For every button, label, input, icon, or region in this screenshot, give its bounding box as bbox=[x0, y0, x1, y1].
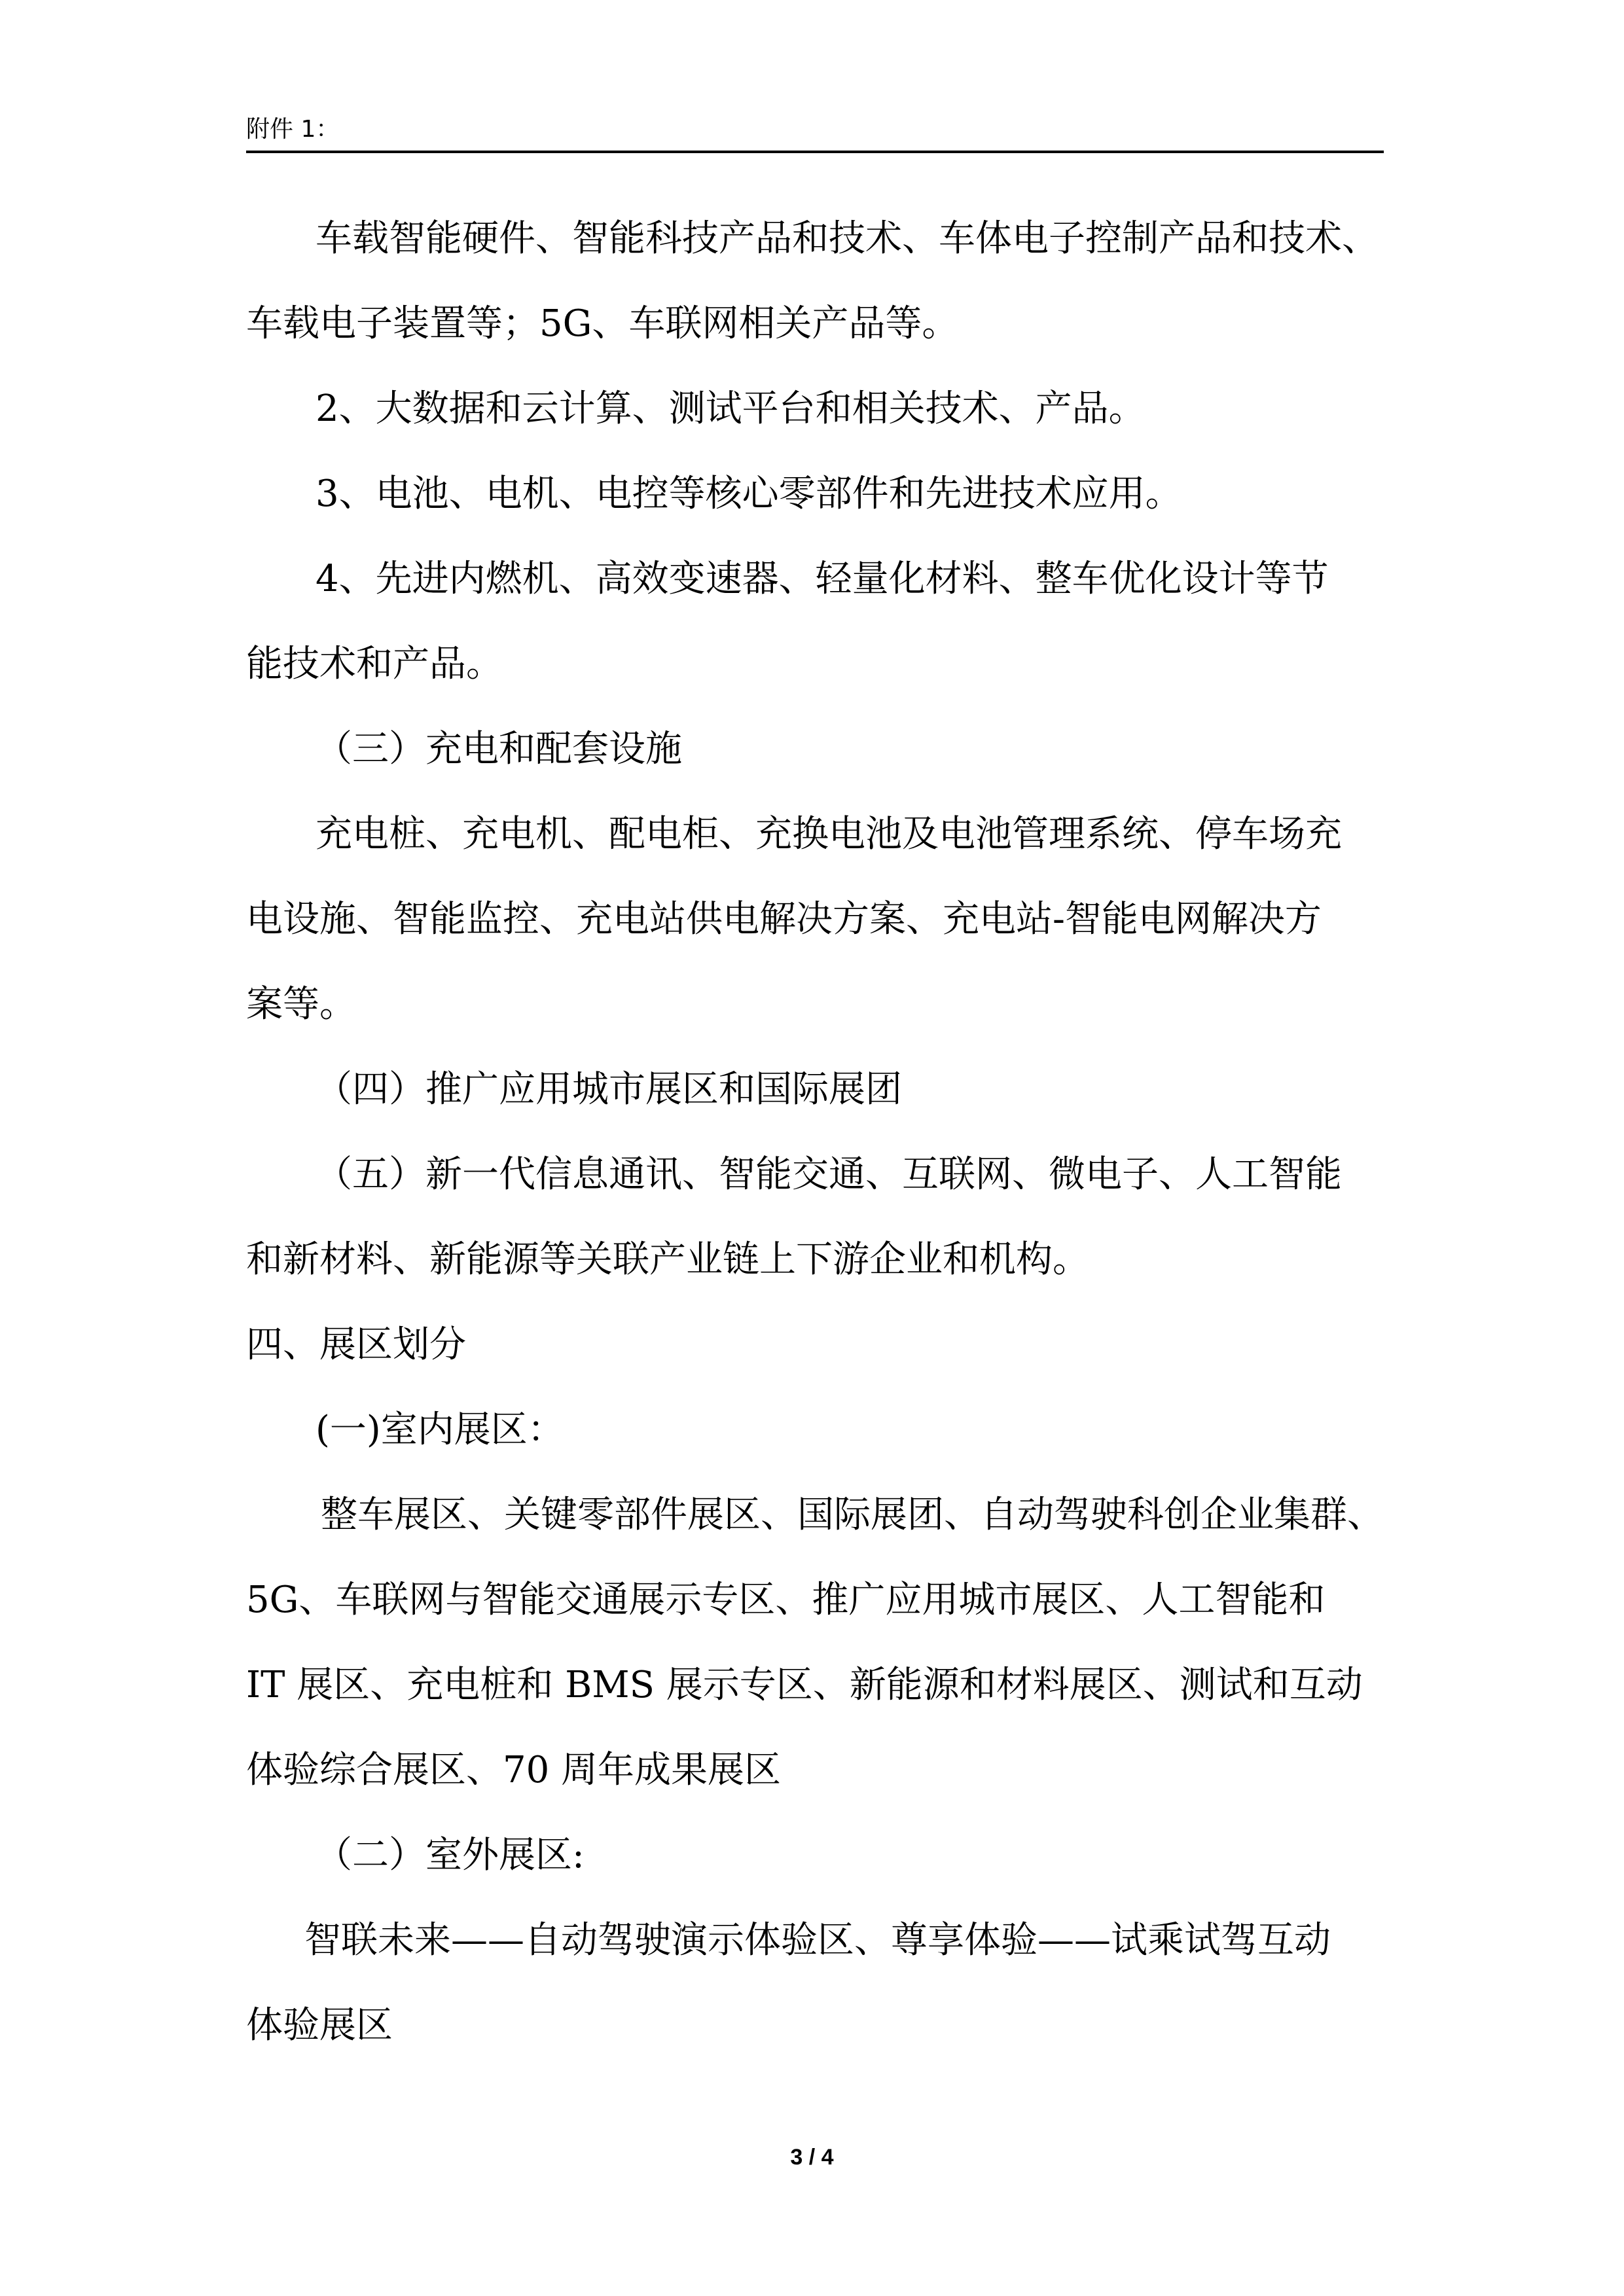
paragraph-line-2: 车载电子装置等；5G、车联网相关产品等。 bbox=[246, 302, 959, 345]
section-heading-5: （五）新一代信息通讯、智能交通、互联网、微电子、人工智能 bbox=[316, 1153, 1342, 1196]
outdoor-line-1: 智联未来——自动驾驶演示体验区、尊享体验——试乘试驾互动 bbox=[304, 1919, 1331, 1962]
section-heading-4: （四）推广应用城市展区和国际展团 bbox=[316, 1068, 902, 1111]
section-5-cont: 和新材料、新能源等关联产业链上下游企业和机构。 bbox=[246, 1238, 1089, 1281]
charging-line-3: 案等。 bbox=[246, 983, 356, 1026]
outdoor-heading: （二）室外展区: bbox=[316, 1834, 585, 1876]
paragraph-line-1: 车载智能硬件、智能科技产品和技术、车体电子控制产品和技术、 bbox=[316, 217, 1379, 260]
list-item-4-cont: 能技术和产品。 bbox=[246, 643, 503, 685]
list-item-3: 3、电池、电机、电控等核心零部件和先进技术应用。 bbox=[316, 473, 1182, 515]
indoor-heading: (一)室内展区： bbox=[316, 1408, 564, 1451]
section-heading-3: （三）充电和配套设施 bbox=[316, 728, 682, 770]
list-item-4: 4、先进内燃机、高效变速器、轻量化材料、整车优化设计等节 bbox=[316, 558, 1329, 600]
list-item-2: 2、大数据和云计算、测试平台和相关技术、产品。 bbox=[316, 387, 1146, 430]
chapter-heading-4: 四、展区划分 bbox=[246, 1323, 466, 1366]
page-header bbox=[246, 113, 1384, 153]
indoor-line-3: IT 展区、充电桩和 BMS 展示专区、新能源和材料展区、测试和互动 bbox=[246, 1664, 1363, 1706]
charging-line-2: 电设施、智能监控、充电站供电解决方案、充电站-智能电网解决方 bbox=[246, 898, 1322, 941]
indoor-line-4: 体验综合展区、70 周年成果展区 bbox=[246, 1749, 782, 1791]
indoor-line-1: 整车展区、关键零部件展区、国际展团、自动驾驶科创企业集群、 bbox=[321, 1494, 1384, 1536]
attachment-label: 附件 1： bbox=[246, 116, 340, 143]
charging-line-1: 充电桩、充电机、配电柜、充换电池及电池管理系统、停车场充 bbox=[316, 813, 1342, 855]
outdoor-line-2: 体验展区 bbox=[246, 2004, 393, 2047]
page-number: 3 / 4 bbox=[790, 2145, 834, 2170]
indoor-line-2: 5G、车联网与智能交通展示专区、推广应用城市展区、人工智能和 bbox=[246, 1579, 1326, 1621]
